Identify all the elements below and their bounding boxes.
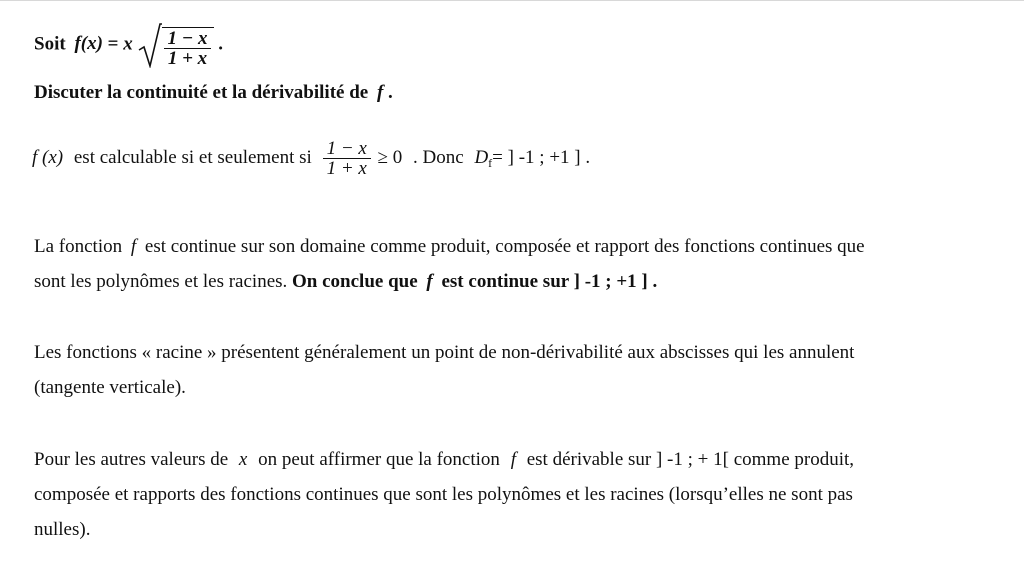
roots-line-2: (tangente verticale).	[34, 377, 186, 398]
continuity-text-a: La fonction	[34, 236, 123, 257]
derivability-text-b: on peut affirmer que la fonction	[258, 449, 500, 470]
fraction-numerator: 1 − x	[326, 138, 367, 159]
continuity-f: f	[130, 236, 137, 257]
inequality: ≥ 0	[377, 146, 403, 168]
fraction-denominator: 1 + x	[323, 158, 371, 178]
function-definition	[34, 22, 223, 68]
domain-subscript: f	[488, 155, 493, 170]
continuity-line-2	[34, 271, 657, 293]
fraction-denominator: 1 + x	[164, 48, 211, 68]
domain-interval: = ] -1 ; +1 ] .	[492, 146, 591, 168]
domain-line	[32, 139, 590, 178]
continuity-text-c: sont les polynômes et les racines.	[34, 271, 288, 292]
donc-word: . Donc	[413, 146, 464, 168]
x-variable: x	[123, 33, 133, 55]
instruction	[34, 82, 393, 104]
soit-word: Soit	[34, 33, 66, 55]
derivability-text-a: Pour les autres valeurs de	[34, 449, 229, 470]
derivability-x: x	[238, 449, 248, 470]
conclusion-text-b: est continue sur ] -1 ; +1 ] .	[441, 271, 658, 292]
radical-sign-icon	[138, 22, 162, 68]
derivability-line-1	[34, 449, 854, 471]
fraction-numerator: 1 − x	[167, 28, 208, 49]
derivability-line-2: composée et rapports des fonctions continues que sont les polynômes et les racines (lorsqu’elles ne sont pas	[34, 484, 853, 505]
f-of-x: f(x)	[74, 33, 103, 55]
derivability-f: f	[510, 449, 516, 470]
instruction-f: f	[376, 82, 384, 103]
instruction-text: Discuter la continuité et la dérivabilité de	[34, 82, 369, 103]
domain-fraction	[323, 139, 371, 178]
roots-line-1: Les fonctions « racine » présentent généralement un point de non-dérivabilité aux abscisses qui les annulent	[34, 342, 855, 363]
derivability-text-c: est dérivable sur ] -1 ; + 1[ comme produit,	[526, 449, 855, 470]
sqrt-fraction	[164, 29, 212, 68]
equals-sign: =	[107, 33, 119, 55]
continuity-conclusion	[292, 271, 657, 292]
derivability-line-3: nulles).	[34, 519, 91, 540]
conclusion-f: f	[426, 271, 433, 292]
conclusion-text-a: On conclue que	[292, 271, 418, 292]
continuity-line-1	[34, 236, 865, 258]
domain-symbol: D	[474, 146, 489, 168]
square-root	[138, 22, 214, 68]
domain-text: est calculable si et seulement si	[73, 146, 312, 168]
instruction-end: .	[388, 82, 393, 103]
period: .	[218, 33, 224, 55]
top-divider	[0, 0, 1024, 1]
continuity-text-b: est continue sur son domaine comme produit, composée et rapport des fonctions continues que	[144, 236, 865, 257]
f-of-x: f (x)	[32, 146, 64, 168]
